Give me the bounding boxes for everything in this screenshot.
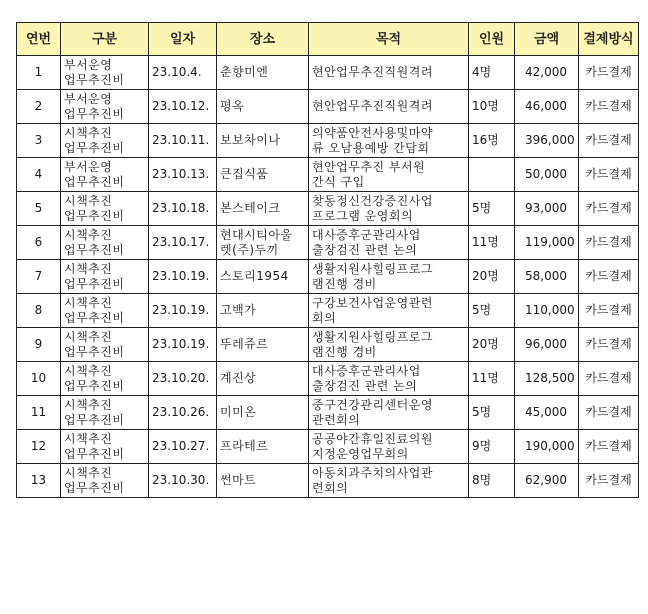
- cell-place: 평옥: [217, 90, 309, 124]
- cell-amount: 96,000: [515, 328, 579, 362]
- cell-category: 시책추진 업무추진비: [61, 124, 149, 158]
- header-purpose: 목적: [309, 23, 469, 56]
- header-people: 인원: [469, 23, 515, 56]
- cell-purpose: 현안업무추진직원격려: [309, 56, 469, 90]
- cell-purpose: 생활지원사힐링프로그 램진행 경비: [309, 260, 469, 294]
- cell-amount: 128,500: [515, 362, 579, 396]
- cell-amount: 119,000: [515, 226, 579, 260]
- cell-category: 시책추진 업무추진비: [61, 226, 149, 260]
- expense-table: [16, 22, 639, 498]
- cell-amount: 50,000: [515, 158, 579, 192]
- table-row: [17, 430, 639, 464]
- cell-place: 고백가: [217, 294, 309, 328]
- cell-payment: 카드결제: [579, 192, 639, 226]
- cell-place: 큰집식품: [217, 158, 309, 192]
- table-row: [17, 192, 639, 226]
- cell-date: 23.10.12.: [149, 90, 217, 124]
- cell-people: 11명: [469, 362, 515, 396]
- cell-payment: 카드결제: [579, 260, 639, 294]
- table-row: [17, 260, 639, 294]
- cell-people: 5명: [469, 294, 515, 328]
- cell-date: 23.10.4.: [149, 56, 217, 90]
- cell-place: 스토리1954: [217, 260, 309, 294]
- cell-place: 뚜레쥬르: [217, 328, 309, 362]
- cell-payment: 카드결제: [579, 362, 639, 396]
- header-place: 장소: [217, 23, 309, 56]
- cell-no: 2: [17, 90, 61, 124]
- cell-purpose: 구강보건사업운영관련 회의: [309, 294, 469, 328]
- cell-payment: 카드결제: [579, 430, 639, 464]
- header-row: [17, 23, 639, 56]
- cell-payment: 카드결제: [579, 328, 639, 362]
- cell-people: 20명: [469, 328, 515, 362]
- cell-category: 시책추진 업무추진비: [61, 430, 149, 464]
- cell-people: 9명: [469, 430, 515, 464]
- cell-category: 시책추진 업무추진비: [61, 192, 149, 226]
- cell-purpose: 중구건강관리센터운영 관련회의: [309, 396, 469, 430]
- header-no: 연번: [17, 23, 61, 56]
- cell-date: 23.10.11.: [149, 124, 217, 158]
- cell-people: 10명: [469, 90, 515, 124]
- cell-date: 23.10.19.: [149, 260, 217, 294]
- cell-purpose: 현안업무추진직원격려: [309, 90, 469, 124]
- table-row: [17, 294, 639, 328]
- table-row: [17, 328, 639, 362]
- cell-payment: 카드결제: [579, 124, 639, 158]
- cell-purpose: 의약품안전사용및마약 류 오남용예방 간담회: [309, 124, 469, 158]
- cell-date: 23.10.19.: [149, 294, 217, 328]
- header-amount: 금액: [515, 23, 579, 56]
- cell-date: 23.10.17.: [149, 226, 217, 260]
- cell-people: 5명: [469, 396, 515, 430]
- cell-date: 23.10.18.: [149, 192, 217, 226]
- cell-payment: 카드결제: [579, 396, 639, 430]
- cell-date: 23.10.13.: [149, 158, 217, 192]
- cell-payment: 카드결제: [579, 158, 639, 192]
- cell-amount: 93,000: [515, 192, 579, 226]
- cell-purpose: 찾동정신건강증진사업 프로그램 운영회의: [309, 192, 469, 226]
- cell-payment: 카드결제: [579, 90, 639, 124]
- table-row: [17, 158, 639, 192]
- table-row: [17, 124, 639, 158]
- cell-people: 11명: [469, 226, 515, 260]
- cell-amount: 110,000: [515, 294, 579, 328]
- cell-place: 계진상: [217, 362, 309, 396]
- cell-place: 보보차이나: [217, 124, 309, 158]
- cell-payment: 카드결제: [579, 56, 639, 90]
- cell-category: 시책추진 업무추진비: [61, 362, 149, 396]
- cell-amount: 396,000: [515, 124, 579, 158]
- table-row: [17, 90, 639, 124]
- cell-people: 16명: [469, 124, 515, 158]
- cell-date: 23.10.20.: [149, 362, 217, 396]
- cell-no: 8: [17, 294, 61, 328]
- cell-purpose: 생활지원사힐링프로그 램진행 경비: [309, 328, 469, 362]
- cell-purpose: 아동치과주치의사업관 련회의: [309, 464, 469, 498]
- cell-no: 7: [17, 260, 61, 294]
- header-category: 구분: [61, 23, 149, 56]
- cell-amount: 58,000: [515, 260, 579, 294]
- table-row: [17, 362, 639, 396]
- table-row: [17, 56, 639, 90]
- cell-place: 본스테이크: [217, 192, 309, 226]
- cell-people: 20명: [469, 260, 515, 294]
- cell-place: 현대시티아울 렛(주)두끼: [217, 226, 309, 260]
- cell-category: 시책추진 업무추진비: [61, 260, 149, 294]
- cell-category: 시책추진 업무추진비: [61, 328, 149, 362]
- cell-date: 23.10.26.: [149, 396, 217, 430]
- cell-amount: 62,900: [515, 464, 579, 498]
- cell-no: 6: [17, 226, 61, 260]
- table-row: [17, 464, 639, 498]
- cell-no: 13: [17, 464, 61, 498]
- cell-category: 부서운영 업무추진비: [61, 158, 149, 192]
- cell-category: 부서운영 업무추진비: [61, 90, 149, 124]
- header-date: 일자: [149, 23, 217, 56]
- cell-amount: 46,000: [515, 90, 579, 124]
- cell-no: 11: [17, 396, 61, 430]
- cell-people: 4명: [469, 56, 515, 90]
- cell-no: 1: [17, 56, 61, 90]
- cell-no: 3: [17, 124, 61, 158]
- cell-category: 시책추진 업무추진비: [61, 396, 149, 430]
- cell-category: 부서운영 업무추진비: [61, 56, 149, 90]
- cell-place: 프라테르: [217, 430, 309, 464]
- cell-purpose: 대사증후군관리사업 출장검진 관련 논의: [309, 226, 469, 260]
- cell-amount: 190,000: [515, 430, 579, 464]
- cell-payment: 카드결제: [579, 464, 639, 498]
- cell-amount: 42,000: [515, 56, 579, 90]
- table-row: [17, 226, 639, 260]
- cell-date: 23.10.30.: [149, 464, 217, 498]
- table-row: [17, 396, 639, 430]
- cell-place: 썬마트: [217, 464, 309, 498]
- cell-category: 시책추진 업무추진비: [61, 294, 149, 328]
- cell-people: [469, 158, 515, 192]
- cell-people: 8명: [469, 464, 515, 498]
- cell-date: 23.10.27.: [149, 430, 217, 464]
- cell-people: 5명: [469, 192, 515, 226]
- cell-no: 10: [17, 362, 61, 396]
- cell-place: 춘향미엔: [217, 56, 309, 90]
- header-payment: 결제방식: [579, 23, 639, 56]
- cell-payment: 카드결제: [579, 294, 639, 328]
- cell-no: 12: [17, 430, 61, 464]
- cell-purpose: 공공야간휴일진료의원 지정운영업무회의: [309, 430, 469, 464]
- cell-purpose: 현안업무추진 부서원 간식 구입: [309, 158, 469, 192]
- cell-category: 시책추진 업무추진비: [61, 464, 149, 498]
- cell-no: 4: [17, 158, 61, 192]
- cell-date: 23.10.19.: [149, 328, 217, 362]
- cell-no: 9: [17, 328, 61, 362]
- cell-purpose: 대사증후군관리사업 출장검진 관련 논의: [309, 362, 469, 396]
- cell-no: 5: [17, 192, 61, 226]
- cell-payment: 카드결제: [579, 226, 639, 260]
- cell-place: 미미온: [217, 396, 309, 430]
- cell-amount: 45,000: [515, 396, 579, 430]
